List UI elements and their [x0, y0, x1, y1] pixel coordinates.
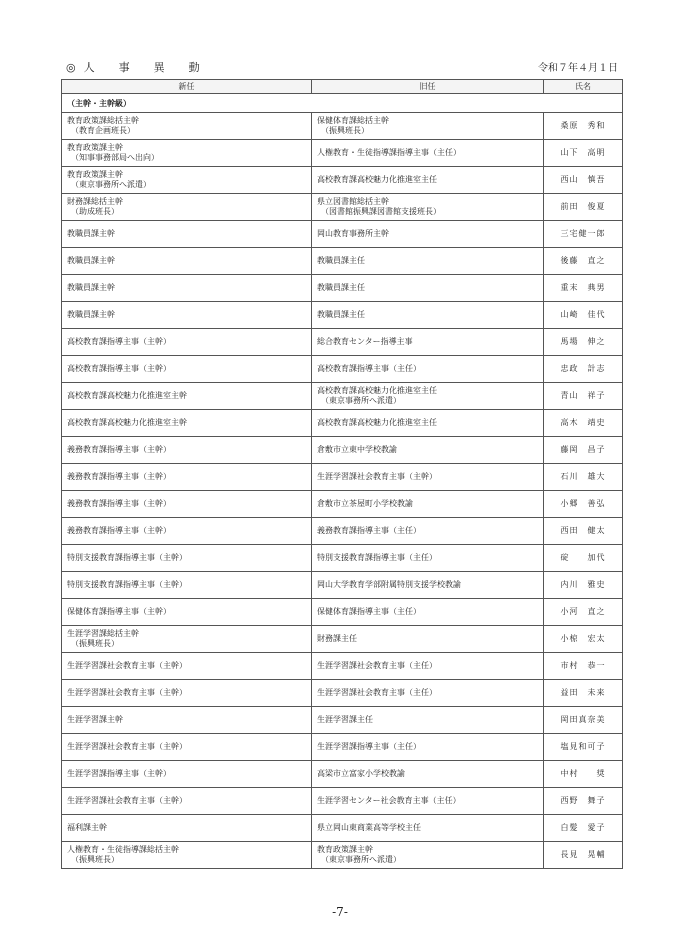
new-post: 特別支援教育課指導主事（主幹） [67, 580, 187, 589]
person-name: 塩見和可子 [544, 734, 623, 761]
new-post-cell [62, 113, 312, 140]
old-post-cell [312, 734, 544, 761]
column-header-name: 氏名 [544, 80, 623, 94]
new-post-cell [62, 599, 312, 626]
old-post-cell [312, 437, 544, 464]
old-post: 高梁市立富家小学校教諭 [317, 769, 405, 778]
table-row [62, 707, 623, 734]
old-post: 義務教育課指導主事（主任） [317, 526, 421, 535]
table-row [62, 599, 623, 626]
new-post-cell [62, 761, 312, 788]
new-post: 財務課総括主幹 [67, 197, 123, 206]
table-row [62, 545, 623, 572]
old-post: 県立図書館総括主幹 [317, 197, 389, 206]
person-name: 中村 奨 [544, 761, 623, 788]
column-header-new: 新任 [62, 80, 312, 94]
old-post: 財務課主任 [317, 634, 357, 643]
new-post-cell [62, 140, 312, 167]
new-post-cell [62, 302, 312, 329]
person-name: 碇 加代 [544, 545, 623, 572]
table-row [62, 680, 623, 707]
person-name: 桑原 秀和 [544, 113, 623, 140]
new-post: 高校教育課指導主事（主幹） [67, 364, 171, 373]
new-post-cell [62, 653, 312, 680]
old-post: 倉敷市立東中学校教諭 [317, 445, 397, 454]
new-post-detail: （振興班長） [71, 639, 119, 648]
old-post-cell [312, 248, 544, 275]
old-post-detail: （東京事務所へ派遣） [321, 855, 401, 864]
new-post: 生涯学習課社会教育主事（主幹） [67, 661, 187, 670]
new-post: 義務教育課指導主事（主幹） [67, 445, 171, 454]
old-post: 県立岡山東商業高等学校主任 [317, 823, 421, 832]
old-post: 生涯学習課社会教育主事（主幹） [317, 472, 437, 481]
old-post-cell [312, 545, 544, 572]
old-post-cell [312, 140, 544, 167]
old-post: 高校教育課高校魅力化推進室主任 [317, 175, 437, 184]
old-post-cell [312, 464, 544, 491]
person-name: 益田 未来 [544, 680, 623, 707]
personnel-table [61, 79, 623, 869]
new-post: 生涯学習課総括主幹 [67, 629, 139, 638]
table-row [62, 221, 623, 248]
table-row [62, 788, 623, 815]
table-row [62, 410, 623, 437]
old-post-cell [312, 302, 544, 329]
old-post: 岡山大学教育学部附属特別支援学校教諭 [317, 580, 461, 589]
new-post-cell [62, 275, 312, 302]
new-post-detail: （教育企画班長） [71, 126, 135, 135]
table-row [62, 491, 623, 518]
old-post-cell [312, 221, 544, 248]
effective-date: 令和７年４月１日 [538, 63, 618, 74]
old-post-cell [312, 680, 544, 707]
new-post-cell [62, 464, 312, 491]
table-row [62, 518, 623, 545]
table-row [62, 572, 623, 599]
new-post-cell [62, 248, 312, 275]
person-name: 西田 健太 [544, 518, 623, 545]
old-post-detail: （振興班長） [321, 126, 369, 135]
person-name: 高木 靖史 [544, 410, 623, 437]
old-post: 教育政策課主幹 [317, 845, 373, 854]
new-post-cell [62, 626, 312, 653]
person-name: 忠政 計志 [544, 356, 623, 383]
old-post-cell [312, 572, 544, 599]
new-post: 教育政策課総括主幹 [67, 116, 139, 125]
table-row [62, 113, 623, 140]
old-post-cell [312, 518, 544, 545]
table-row [62, 626, 623, 653]
section-label: （主幹・主幹級） [62, 94, 623, 113]
heading-title: 人事異動 [83, 61, 224, 74]
person-name: 前田 俊夏 [544, 194, 623, 221]
new-post-cell [62, 383, 312, 410]
new-post: 高校教育課高校魅力化推進室主幹 [67, 418, 187, 427]
table-row [62, 437, 623, 464]
table-header-row [62, 80, 623, 94]
old-post-cell [312, 599, 544, 626]
new-post: 生涯学習課社会教育主事（主幹） [67, 796, 187, 805]
new-post-cell [62, 329, 312, 356]
new-post-detail: （振興班長） [71, 855, 119, 864]
old-post-cell [312, 194, 544, 221]
old-post: 高校教育課高校魅力化推進室主任 [317, 418, 437, 427]
new-post-cell [62, 734, 312, 761]
person-name: 岡田真奈美 [544, 707, 623, 734]
old-post: 生涯学習課社会教育主事（主任） [317, 661, 437, 670]
table-row [62, 275, 623, 302]
new-post: 義務教育課指導主事（主幹） [67, 499, 171, 508]
person-name: 重末 典男 [544, 275, 623, 302]
person-name: 山崎 佳代 [544, 302, 623, 329]
old-post: 人権教育・生徒指導課指導主事（主任） [317, 148, 461, 157]
section-row [62, 94, 623, 113]
table-row [62, 761, 623, 788]
old-post-cell [312, 113, 544, 140]
new-post-cell [62, 356, 312, 383]
new-post-cell [62, 815, 312, 842]
page-number: -7- [332, 905, 348, 919]
old-post: 岡山教育事務所主幹 [317, 229, 389, 238]
old-post-cell [312, 707, 544, 734]
person-name: 小河 直之 [544, 599, 623, 626]
old-post-cell [312, 491, 544, 518]
old-post: 保健体育課指導主事（主任） [317, 607, 421, 616]
new-post-detail: （知事事務部局へ出向） [71, 153, 159, 162]
new-post-cell [62, 167, 312, 194]
double-circle-icon: ◎ [66, 60, 76, 74]
document-heading [66, 59, 224, 75]
new-post-cell [62, 410, 312, 437]
table-row [62, 356, 623, 383]
person-name: 長見 晃輔 [544, 842, 623, 869]
new-post: 教職員課主幹 [67, 283, 115, 292]
old-post-cell [312, 275, 544, 302]
old-post: 教職員課主任 [317, 310, 365, 319]
new-post: 生涯学習課社会教育主事（主幹） [67, 688, 187, 697]
new-post: 特別支援教育課指導主事（主幹） [67, 553, 187, 562]
old-post: 倉敷市立茶屋町小学校教諭 [317, 499, 413, 508]
new-post: 生涯学習課主幹 [67, 715, 123, 724]
old-post-cell [312, 410, 544, 437]
new-post: 教職員課主幹 [67, 229, 115, 238]
new-post-cell [62, 707, 312, 734]
old-post-cell [312, 788, 544, 815]
column-header-old: 旧任 [312, 80, 544, 94]
new-post-cell [62, 221, 312, 248]
table-row [62, 194, 623, 221]
new-post: 生涯学習課指導主事（主幹） [67, 769, 171, 778]
table-row [62, 248, 623, 275]
table-row [62, 815, 623, 842]
person-name: 後藤 直之 [544, 248, 623, 275]
person-name: 馬場 伸之 [544, 329, 623, 356]
new-post-cell [62, 437, 312, 464]
new-post-cell [62, 572, 312, 599]
old-post: 教職員課主任 [317, 256, 365, 265]
old-post-cell [312, 383, 544, 410]
old-post-cell [312, 815, 544, 842]
table-row [62, 842, 623, 869]
new-post-cell [62, 194, 312, 221]
table-row [62, 140, 623, 167]
new-post-cell [62, 491, 312, 518]
old-post: 教職員課主任 [317, 283, 365, 292]
new-post-cell [62, 842, 312, 869]
person-name: 内川 雅史 [544, 572, 623, 599]
new-post: 義務教育課指導主事（主幹） [67, 526, 171, 535]
old-post: 保健体育課総括主幹 [317, 116, 389, 125]
old-post: 特別支援教育課指導主事（主任） [317, 553, 437, 562]
old-post: 生涯学習課指導主事（主任） [317, 742, 421, 751]
table-row [62, 653, 623, 680]
old-post-cell [312, 842, 544, 869]
person-name: 山下 高明 [544, 140, 623, 167]
new-post-detail: （東京事務所へ派遣） [71, 180, 151, 189]
person-name: 西山 慎吾 [544, 167, 623, 194]
table-row [62, 167, 623, 194]
new-post: 高校教育課高校魅力化推進室主幹 [67, 391, 187, 400]
old-post: 生涯学習課社会教育主事（主任） [317, 688, 437, 697]
person-name: 西野 舞子 [544, 788, 623, 815]
person-name: 小椋 宏太 [544, 626, 623, 653]
new-post: 福利課主幹 [67, 823, 107, 832]
old-post: 高校教育課指導主事（主任） [317, 364, 421, 373]
new-post-detail: （助成班長） [71, 207, 119, 216]
person-name: 藤岡 昌子 [544, 437, 623, 464]
new-post: 高校教育課指導主事（主幹） [67, 337, 171, 346]
person-name: 白髪 愛子 [544, 815, 623, 842]
new-post-cell [62, 545, 312, 572]
person-name: 石川 雄大 [544, 464, 623, 491]
table-row [62, 734, 623, 761]
new-post-cell [62, 680, 312, 707]
person-name: 三宅健一郎 [544, 221, 623, 248]
table-row [62, 383, 623, 410]
new-post-cell [62, 788, 312, 815]
old-post-cell [312, 329, 544, 356]
table-row [62, 302, 623, 329]
old-post-detail: （東京事務所へ派遣） [321, 396, 401, 405]
new-post: 義務教育課指導主事（主幹） [67, 472, 171, 481]
new-post-cell [62, 518, 312, 545]
new-post: 人権教育・生徒指導課総括主幹 [67, 845, 179, 854]
person-name: 小郷 善弘 [544, 491, 623, 518]
old-post: 高校教育課高校魅力化推進室主任 [317, 386, 437, 395]
old-post-cell [312, 653, 544, 680]
old-post-cell [312, 761, 544, 788]
old-post-cell [312, 626, 544, 653]
old-post-cell [312, 356, 544, 383]
new-post: 教育政策課主幹 [67, 170, 123, 179]
new-post: 教職員課主幹 [67, 256, 115, 265]
old-post-cell [312, 167, 544, 194]
table-row [62, 464, 623, 491]
new-post: 保健体育課指導主事（主幹） [67, 607, 171, 616]
new-post: 生涯学習課社会教育主事（主幹） [67, 742, 187, 751]
person-name: 市村 恭一 [544, 653, 623, 680]
new-post: 教育政策課主幹 [67, 143, 123, 152]
old-post: 総合教育センター指導主事 [317, 337, 413, 346]
new-post: 教職員課主幹 [67, 310, 115, 319]
person-name: 青山 祥子 [544, 383, 623, 410]
old-post: 生涯学習課主任 [317, 715, 373, 724]
old-post-detail: （図書館振興課図書館支援班長） [321, 207, 441, 216]
old-post: 生涯学習センター社会教育主事（主任） [317, 796, 461, 805]
table-row [62, 329, 623, 356]
